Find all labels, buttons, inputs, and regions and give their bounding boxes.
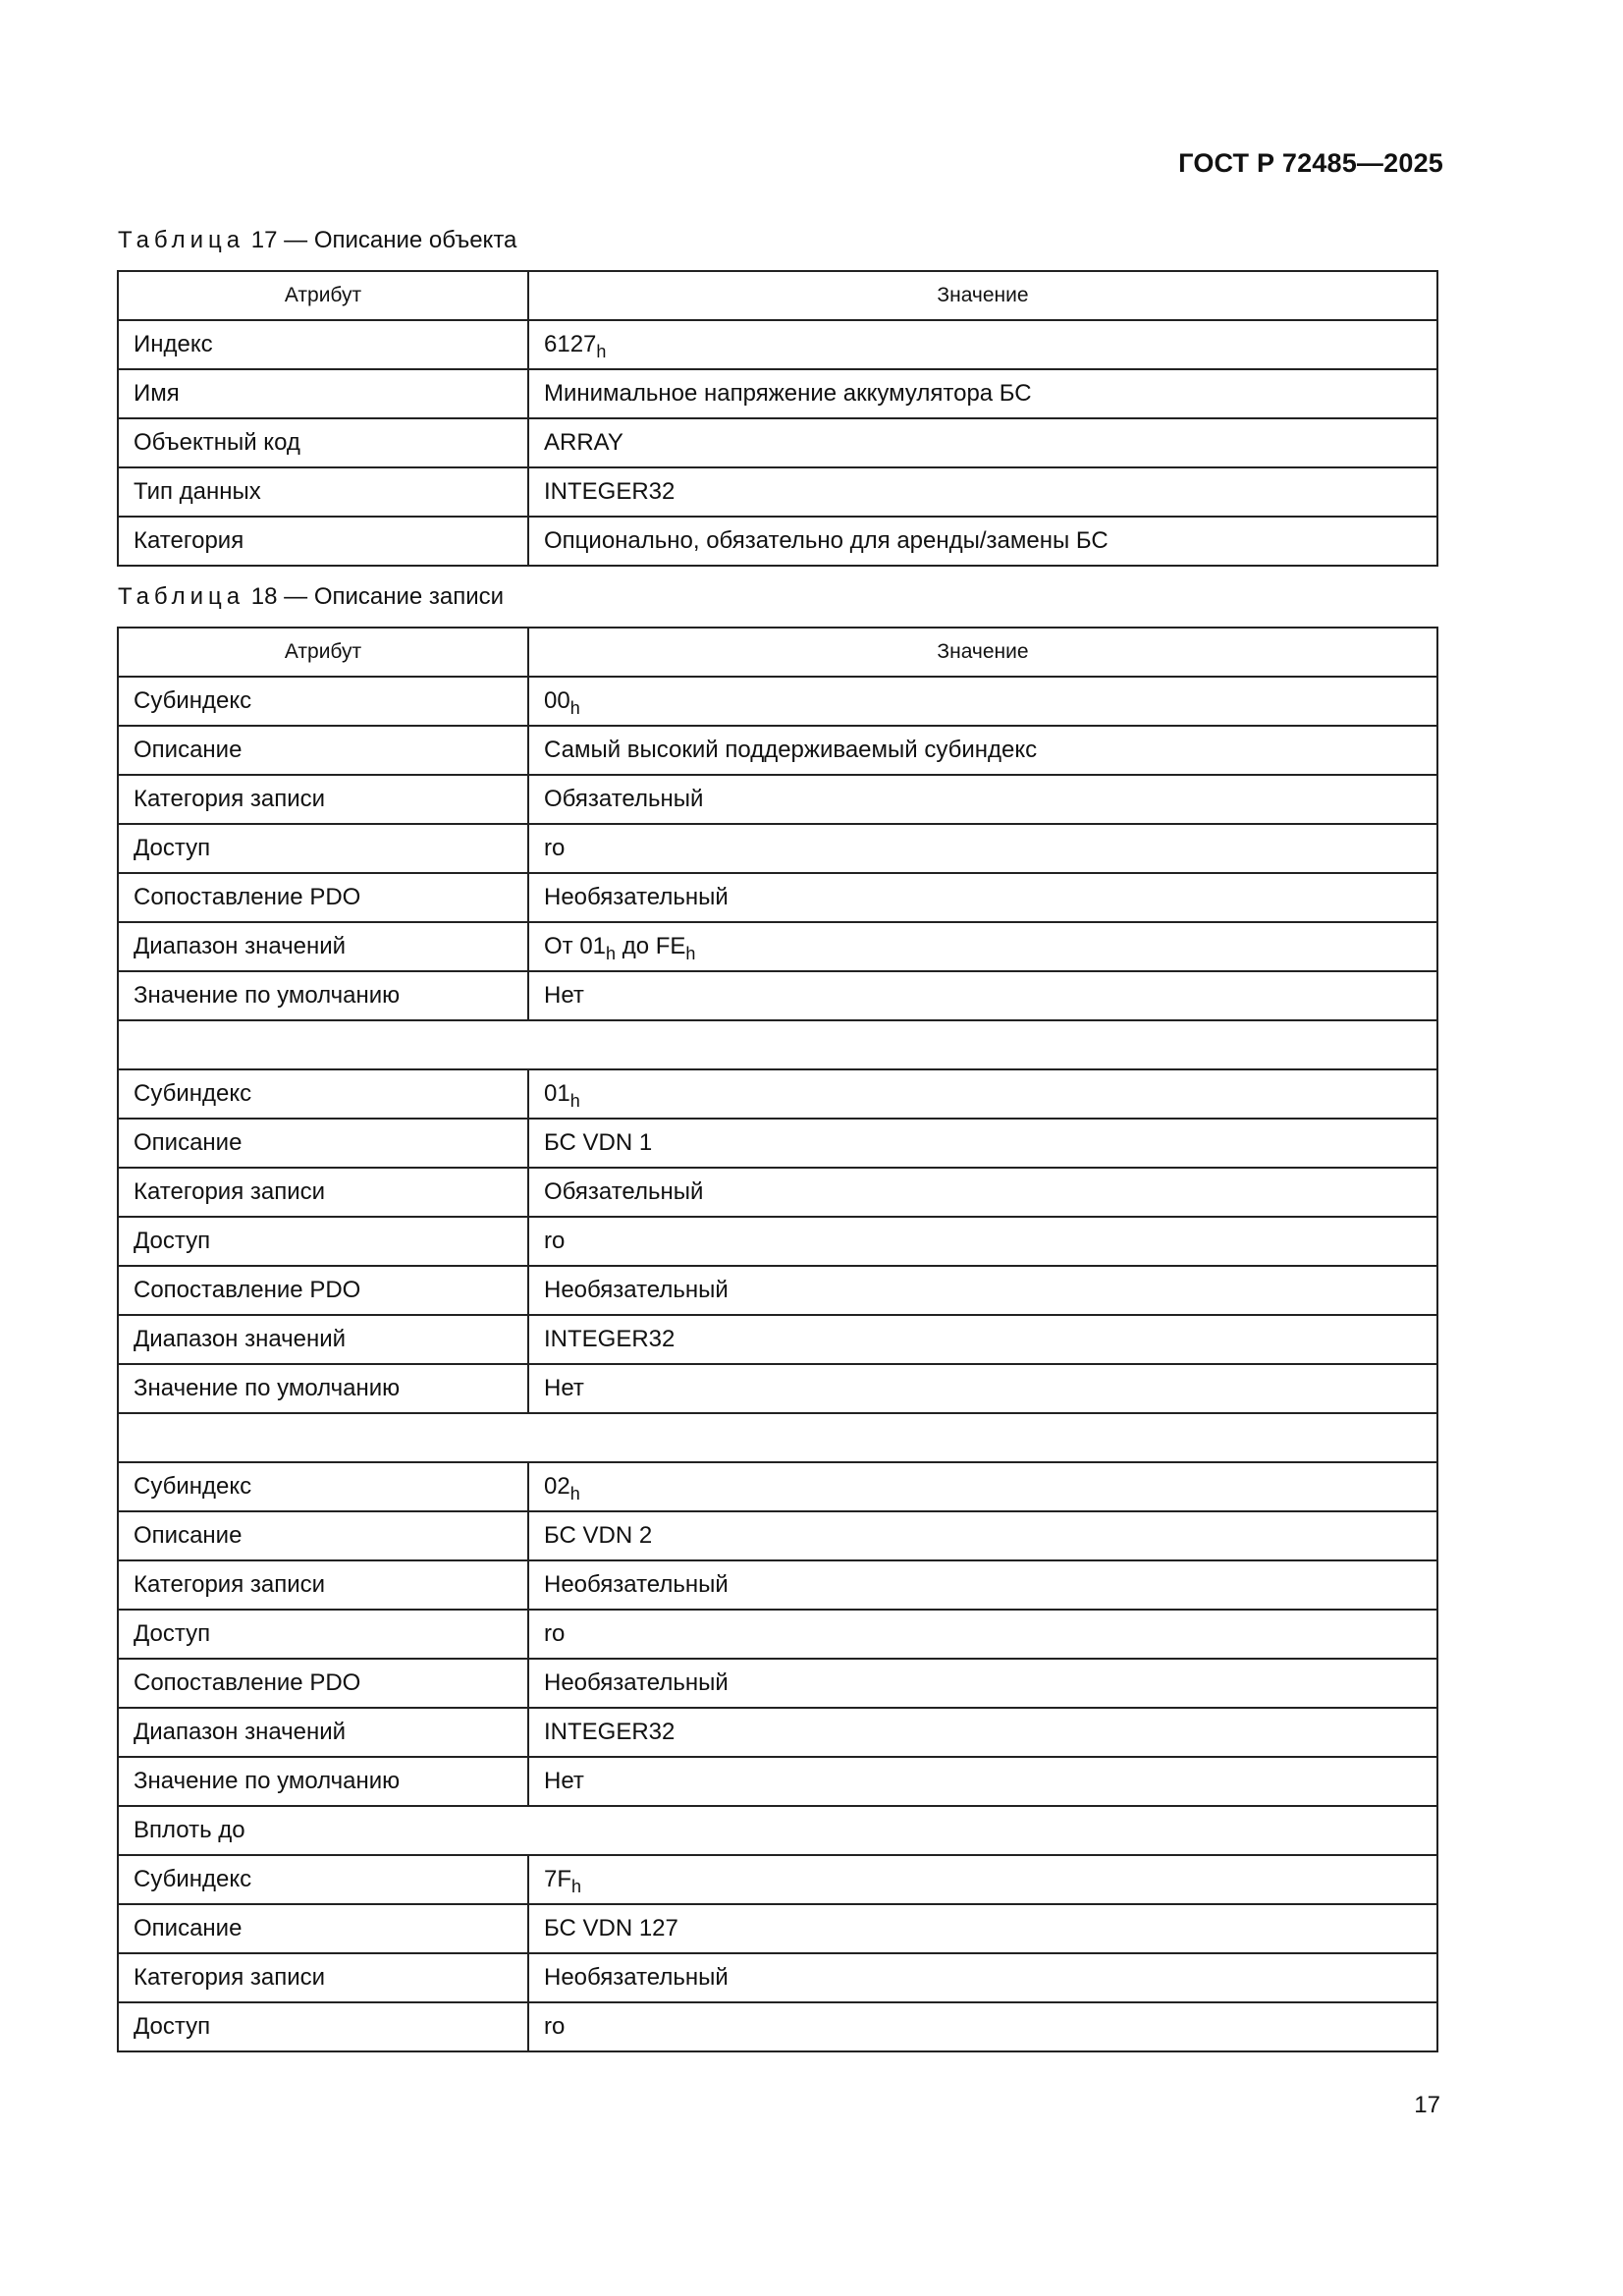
table-row — [118, 824, 1437, 873]
value-cell — [528, 418, 1437, 467]
table-row — [118, 1904, 1437, 1953]
table-row — [118, 320, 1437, 369]
table-row — [118, 2002, 1437, 2051]
value-subscript: h — [596, 342, 607, 361]
value-text-2: до FE — [616, 933, 686, 959]
table-row — [118, 1757, 1437, 1806]
table-row — [118, 726, 1437, 775]
value-cell — [528, 824, 1437, 873]
table-row — [118, 1119, 1437, 1168]
table-row — [118, 1708, 1437, 1757]
attribute-cell: Сопоставление PDO — [118, 873, 528, 922]
attribute-cell: Категория — [118, 517, 528, 566]
value-text: 01 — [544, 1080, 570, 1107]
value-cell — [528, 1560, 1437, 1610]
value-cell — [528, 922, 1437, 971]
value-cell — [528, 1069, 1437, 1119]
attribute-cell: Категория записи — [118, 1953, 528, 2002]
attribute-cell: Субиндекс — [118, 677, 528, 726]
caption-word: Таблица — [118, 583, 245, 610]
attribute-cell: Категория записи — [118, 1560, 528, 1610]
value-cell — [528, 1757, 1437, 1806]
attribute-cell: Описание — [118, 1119, 528, 1168]
value-subscript-2: h — [685, 944, 696, 963]
value-cell — [528, 1610, 1437, 1659]
value-text: Необязательный — [544, 1669, 729, 1696]
value-text: 00 — [544, 687, 570, 714]
attribute-cell: Индекс — [118, 320, 528, 369]
table-row — [118, 1413, 1437, 1462]
attribute-cell: Диапазон значений — [118, 922, 528, 971]
value-text: Необязательный — [544, 1964, 729, 1991]
value-text: ro — [544, 835, 566, 861]
value-text: БС VDN 127 — [544, 1915, 678, 1941]
attribute-cell: Субиндекс — [118, 1855, 528, 1904]
attribute-cell: Значение по умолчанию — [118, 1757, 528, 1806]
table-row — [118, 1266, 1437, 1315]
table-row — [118, 1020, 1437, 1069]
value-cell — [528, 467, 1437, 517]
value-text: Минимальное напряжение аккумулятора БС — [544, 380, 1032, 407]
column-header-attribute: Атрибут — [118, 628, 528, 677]
value-cell — [528, 517, 1437, 566]
value-text: 6127 — [544, 331, 597, 357]
table-row — [118, 775, 1437, 824]
table-row — [118, 418, 1437, 467]
value-subscript: h — [569, 1484, 580, 1503]
table-row — [118, 1364, 1437, 1413]
value-text: 7F — [544, 1866, 572, 1892]
value-cell — [528, 320, 1437, 369]
attribute-cell: Диапазон значений — [118, 1708, 528, 1757]
table-row — [118, 677, 1437, 726]
spanning-cell-text: Вплоть до — [134, 1817, 245, 1843]
attribute-cell: Значение по умолчанию — [118, 1364, 528, 1413]
value-cell — [528, 1659, 1437, 1708]
value-cell — [528, 971, 1437, 1020]
attribute-cell: Диапазон значений — [118, 1315, 528, 1364]
value-cell — [528, 1462, 1437, 1511]
value-text: Нет — [544, 982, 584, 1009]
spanning-cell — [118, 1020, 1437, 1069]
caption-text: 17 — Описание объекта — [250, 227, 517, 253]
value-text: ARRAY — [544, 429, 623, 456]
value-text: БС VDN 1 — [544, 1129, 653, 1156]
value-cell — [528, 775, 1437, 824]
value-cell — [528, 873, 1437, 922]
value-text: INTEGER32 — [544, 1326, 676, 1352]
entry-description-table — [117, 627, 1438, 2052]
page-number: 17 — [1414, 2092, 1440, 2118]
attribute-cell: Имя — [118, 369, 528, 418]
value-text: Обязательный — [544, 786, 704, 812]
value-subscript: h — [606, 944, 617, 963]
value-subscript: h — [569, 1091, 580, 1111]
table-17-caption — [118, 227, 516, 254]
attribute-cell: Доступ — [118, 1217, 528, 1266]
table-row — [118, 369, 1437, 418]
value-cell — [528, 369, 1437, 418]
value-text: Необязательный — [544, 1571, 729, 1598]
table-row — [118, 873, 1437, 922]
attribute-cell: Объектный код — [118, 418, 528, 467]
table-row — [118, 971, 1437, 1020]
value-cell — [528, 1364, 1437, 1413]
table-row — [118, 1659, 1437, 1708]
table-row — [118, 1560, 1437, 1610]
table-header-row — [118, 271, 1437, 320]
table-row — [118, 1462, 1437, 1511]
table-row — [118, 1069, 1437, 1119]
value-cell — [528, 1511, 1437, 1560]
column-header-value: Значение — [528, 628, 1437, 677]
value-text: 02 — [544, 1473, 570, 1500]
value-subscript: h — [571, 1877, 582, 1896]
attribute-cell: Описание — [118, 726, 528, 775]
value-text: От 01 — [544, 933, 607, 959]
column-header-value: Значение — [528, 271, 1437, 320]
attribute-cell: Доступ — [118, 824, 528, 873]
attribute-cell: Категория записи — [118, 775, 528, 824]
attribute-cell: Доступ — [118, 2002, 528, 2051]
value-cell — [528, 1855, 1437, 1904]
value-text: ro — [544, 1620, 566, 1647]
attribute-cell: Описание — [118, 1904, 528, 1953]
attribute-cell: Тип данных — [118, 467, 528, 517]
table-row — [118, 517, 1437, 566]
attribute-cell: Значение по умолчанию — [118, 971, 528, 1020]
table-row — [118, 1511, 1437, 1560]
attribute-cell: Сопоставление PDO — [118, 1266, 528, 1315]
value-cell — [528, 1904, 1437, 1953]
caption-word: Таблица — [118, 227, 245, 253]
value-text: Нет — [544, 1768, 584, 1794]
value-text: Самый высокий поддерживаемый субиндекс — [544, 737, 1038, 763]
table-row — [118, 467, 1437, 517]
value-cell — [528, 2002, 1437, 2051]
value-subscript: h — [569, 698, 580, 718]
value-text: ro — [544, 2013, 566, 2040]
attribute-cell: Категория записи — [118, 1168, 528, 1217]
column-header-attribute: Атрибут — [118, 271, 528, 320]
spanning-cell — [118, 1806, 1437, 1855]
value-text: Обязательный — [544, 1178, 704, 1205]
table-row — [118, 1315, 1437, 1364]
value-text: ro — [544, 1228, 566, 1254]
value-text: Опционально, обязательно для аренды/замены БС — [544, 527, 1109, 554]
table-18-caption — [118, 583, 504, 611]
value-text: INTEGER32 — [544, 478, 676, 505]
attribute-cell: Субиндекс — [118, 1462, 528, 1511]
value-cell — [528, 726, 1437, 775]
value-cell — [528, 1217, 1437, 1266]
object-description-table — [117, 270, 1438, 567]
value-text: INTEGER32 — [544, 1719, 676, 1745]
table-row — [118, 1168, 1437, 1217]
value-cell — [528, 1119, 1437, 1168]
table-row — [118, 1953, 1437, 2002]
attribute-cell: Описание — [118, 1511, 528, 1560]
table-row — [118, 1610, 1437, 1659]
table-row — [118, 1217, 1437, 1266]
value-cell — [528, 1168, 1437, 1217]
caption-text: 18 — Описание записи — [250, 583, 505, 610]
table-row — [118, 1855, 1437, 1904]
value-text: Нет — [544, 1375, 584, 1401]
table-row — [118, 1806, 1437, 1855]
attribute-cell: Субиндекс — [118, 1069, 528, 1119]
standard-designation: ГОСТ Р 72485—2025 — [1178, 148, 1443, 178]
table-row — [118, 922, 1437, 971]
value-text: Необязательный — [544, 884, 729, 910]
attribute-cell: Доступ — [118, 1610, 528, 1659]
value-cell — [528, 1315, 1437, 1364]
value-cell — [528, 677, 1437, 726]
value-cell — [528, 1266, 1437, 1315]
spanning-cell — [118, 1413, 1437, 1462]
table-header-row — [118, 628, 1437, 677]
value-text: БС VDN 2 — [544, 1522, 653, 1549]
value-text: Необязательный — [544, 1277, 729, 1303]
value-cell — [528, 1953, 1437, 2002]
value-cell — [528, 1708, 1437, 1757]
attribute-cell: Сопоставление PDO — [118, 1659, 528, 1708]
